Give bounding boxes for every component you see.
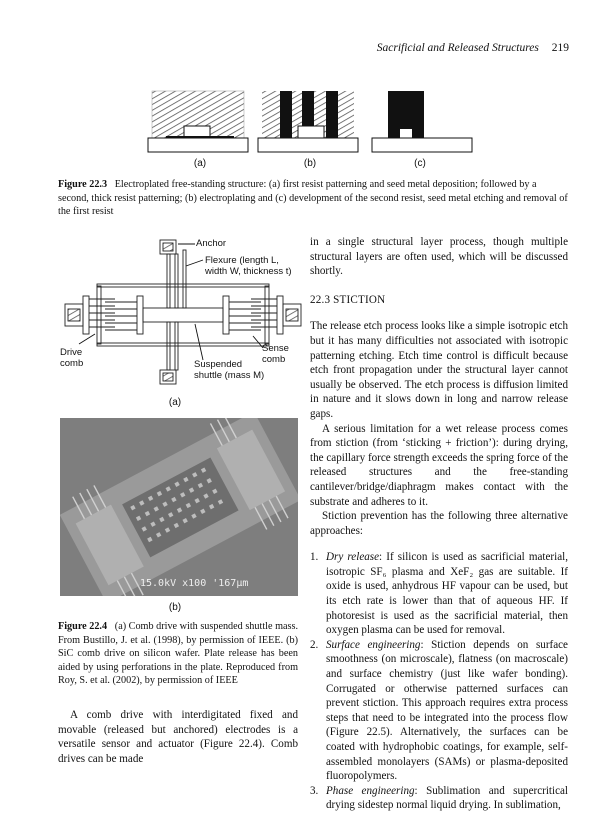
list-number: 1. (310, 551, 319, 564)
list-item (310, 784, 568, 813)
figure-22-4-label-b: (b) (168, 602, 182, 613)
prevention-list (310, 550, 568, 813)
comb-drive-paragraph: A comb drive with interdigitated fixed and movable (released but anchored) electrodes is a versatile sensor and actuator (Figure 22.4). Comb drives can be made (58, 709, 298, 765)
panel-a-drawing (148, 91, 248, 152)
sem-scale-label: 15.0kV x100 '167µm (140, 578, 249, 589)
section-heading: 22.3 STICTION (310, 293, 386, 306)
figure-22-3-caption (58, 178, 568, 219)
label-suspended-line2: shuttle (mass M) (194, 370, 265, 381)
figure-22-3-caption-label: Figure 22.3 (58, 179, 108, 190)
sem-comb-drive-image (60, 418, 298, 596)
list-text: : If silicon is used as sacrificial material, isotropic SF₆ plasma and XeF₂ gas are suitable. If oxide is used, anhydrous HF vapour can be used, but its etch rate is lower than that of aqueous HF. If photoresist is used as the sacrificial material, then oxygen plasma can be used for removal. (326, 551, 568, 637)
figure-22-4-label-a: (a) (168, 397, 182, 408)
list-item (310, 550, 568, 638)
figure-22-4-caption-label: Figure 22.4 (58, 621, 108, 632)
intro-paragraph: in a single structural layer process, though multiple structural layers are often used, which will be discussed shortly. (310, 236, 568, 278)
right-column-text (310, 235, 568, 813)
figure-22-3-caption-text: Electroplated free-standing structure: (a) first resist patterning and seed metal deposition; followed by a second, thick resist patterning; (b) electroplating and (c) development of the second resist, seed metal etching and removal of the first resist (58, 179, 568, 217)
figure-22-4-caption (58, 620, 298, 688)
stiction-paragraph-1: The release etch process looks like a simple isotropic etch but it has many difficulties not associated with isotropic patterning etching. Etch time control is difficult because etch front propagation under the structural layer cannot usually be observed. The etch process is diffusion limited in nature and it slows down in long and narrow release gaps. (310, 320, 568, 420)
stiction-paragraph-2: A serious limitation for a wet release process comes from stiction (from ‘sticking + friction’): during drying, the capillary force strength exceeds the spring force of the released structures and the free-standing cantilever/bridge/diaphragm makes contact with the substrate and adheres to it. (310, 422, 568, 508)
label-flexure-line2: width W, thickness t) (205, 266, 292, 277)
label-drive-line2: comb (60, 358, 84, 369)
figure-22-3-label-a: (a) (193, 158, 207, 169)
figure-22-4-caption-text: (a) Comb drive with suspended shuttle mass. From Bustillo, J. et al. (1998), by permission of IEEE. (b) SiC comb drive on silicon wafer. Plate release has been aided by using perforations in the plate. Reproduced from Roy, S. et al. (2002), by permission of IEEE (58, 621, 298, 686)
label-drive-line1: Drive (60, 347, 83, 358)
list-text: : Stiction depends on surface smoothness (on microscale), flatness (on macroscale) and surface chemistry (just like wafer bonding). Corrugated or otherwise patterned surfaces can prevent stiction. This approach requires extra process steps that need to be integrated into the process flow (Figure 22.5). Alternatively, the surfaces can be coated with hydrophobic coatings, for example, self-assembled monolayers (SAMs) or plasma-deposited fluoropolymers. (326, 638, 568, 783)
list-text: : Sublimation and supercritical drying sidestep normal liquid drying. In sublimation, (326, 784, 569, 812)
label-sense-line2: comb (262, 354, 286, 365)
panel-b-drawing (258, 91, 358, 152)
list-number: 2. (310, 638, 319, 651)
label-suspended-line1: Suspended (194, 359, 243, 370)
label-flexure-line1: Flexure (length L, (205, 255, 279, 266)
label-sense-line1: Sense (262, 343, 289, 354)
list-term: Dry release (326, 551, 380, 564)
sem-image-drawing (60, 418, 298, 596)
figure-22-3-label-b: (b) (303, 158, 317, 169)
page-number: 219 (551, 42, 569, 54)
label-anchor: Anchor (196, 238, 227, 249)
list-number: 3. (310, 784, 319, 797)
list-term: Phase engineering (326, 784, 415, 797)
panel-c-drawing (372, 91, 472, 152)
list-term: Surface engineering (326, 638, 421, 651)
left-column-text (58, 708, 298, 766)
figure-22-3-label-c: (c) (414, 158, 426, 169)
running-title: Sacrificial and Released Structures (376, 42, 539, 54)
stiction-paragraph-3: Stiction prevention has the following three alternative approaches: (310, 510, 568, 537)
list-item (310, 638, 568, 784)
running-head (377, 42, 569, 54)
